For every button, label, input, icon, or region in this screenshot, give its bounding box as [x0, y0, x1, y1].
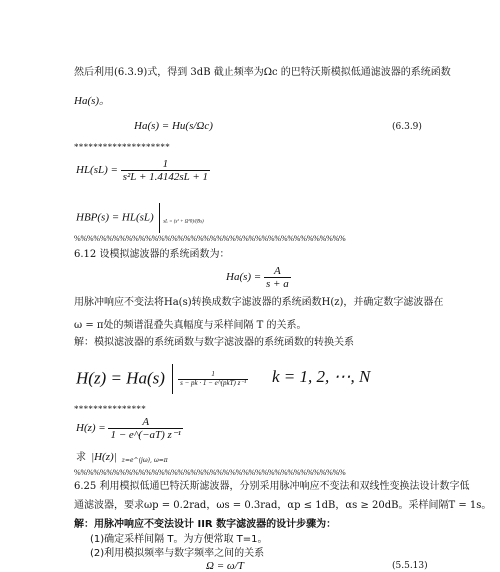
- question-6-25-line-2: 通滤波器，要求ωp = 0.2rad，ωs = 0.3rad，αp ≤ 1dB，αs ≥ 20dB。采样间隔T = 1s。: [74, 500, 492, 511]
- paragraph-line-2: ω = π处的频谱混叠失真幅度与采样间隔 T 的关系。: [74, 320, 307, 331]
- equation-hz-denominator: 1 − e^(−aT) z⁻¹: [110, 429, 181, 442]
- equation-hl-numerator: 1: [121, 158, 210, 171]
- separator-percent-1: %%%%%%%%%%%%%%%%%%%%%%%%%%%%%%%%%%%%%%%%%%: [74, 234, 346, 243]
- equation-hbp: [76, 203, 204, 233]
- evaluate-expression: |H(z)|: [91, 451, 117, 463]
- equation-big-k-range: k = 1, 2, ⋯, N: [272, 367, 371, 386]
- equation-ha: [226, 265, 291, 290]
- equation-hl-lhs: HL(sL) =: [76, 164, 118, 177]
- separator-percent-2: %%%%%%%%%%%%%%%%%%%%%%%%%%%%%%%%%%%%%%%%%%: [74, 468, 346, 477]
- question-6-12: 6.12 设模拟滤波器的系统函数为：: [74, 249, 230, 260]
- equation-hz: [76, 416, 183, 441]
- solution-step-2: (2)利用模拟频率与数字频率之间的关系: [90, 548, 265, 559]
- equation-big: [76, 364, 248, 394]
- equation-hz-fraction: [108, 416, 182, 441]
- separator-stars-1: ********************: [74, 142, 170, 152]
- equation-number-6-3-9: (6.3.9): [392, 122, 422, 132]
- evaluation-bar: [159, 203, 160, 233]
- equation-big-denominator: s − pk · 1 − e^(pkT) z⁻¹: [180, 378, 247, 387]
- solution-step-1: (1)确定采样间隔 T。为方便常取 T=1。: [90, 534, 268, 545]
- equation-hbp-condition: sL = (s² + Ω²0)/(Bs): [163, 219, 204, 225]
- equation-hl-denominator: s²L + 1.4142sL + 1: [122, 171, 209, 184]
- equation-ha-lhs: Ha(s) =: [226, 271, 262, 284]
- evaluate-lead: 求: [76, 452, 86, 463]
- equation-6-3-9: Ha(s) = Hu(s/Ωc): [134, 120, 213, 132]
- question-6-25-line-1: 6.25 利用模拟低通巴特沃斯滤波器，分别采用脉冲响应不变法和双线性变换法设计数字低: [74, 481, 470, 492]
- equation-big-bar: [172, 364, 173, 394]
- equation-hz-lhs: H(z) =: [76, 422, 106, 435]
- equation-number-cut: (5.5.13): [392, 561, 428, 571]
- equation-cut: Ω = ω/T: [206, 560, 244, 572]
- text-line-2: Ha(s)。: [74, 95, 111, 107]
- equation-big-fraction: [178, 371, 248, 387]
- equation-ha-fraction: [264, 265, 291, 290]
- evaluate-line: [76, 447, 168, 464]
- equation-ha-numerator: A: [264, 265, 291, 278]
- solution-heading: 解：用脉冲响应不变法设计 IIR 数字滤波器的设计步骤为：: [74, 519, 337, 530]
- equation-hl: [76, 158, 210, 183]
- equation-hz-numerator: A: [108, 416, 182, 429]
- equation-ha-denominator: s + a: [265, 278, 289, 291]
- paragraph-line-1: 用脉冲响应不变法将Ha(s)转换成数字滤波器的系统函数H(z)，并确定数字滤波器在: [74, 297, 444, 308]
- equation-big-lhs: H(z) = Ha(s): [76, 368, 165, 388]
- equation-hl-fraction: [121, 158, 210, 183]
- equation-big-numerator: 1: [178, 371, 248, 380]
- separator-stars-2: ***************: [74, 404, 146, 414]
- evaluate-condition: z=e^(jω), ω=π: [121, 457, 168, 464]
- equation-hbp-lhs: HBP(s) = HL(sL): [76, 211, 154, 224]
- text-line-1: 然后利用(6.3.9)式，得到 3dB 截止频率为Ωc 的巴特沃斯模拟低通滤波器的系统函数: [74, 67, 451, 78]
- paragraph-line-3: 解：模拟滤波器的系统函数与数字滤波器的系统函数的转换关系: [74, 337, 354, 348]
